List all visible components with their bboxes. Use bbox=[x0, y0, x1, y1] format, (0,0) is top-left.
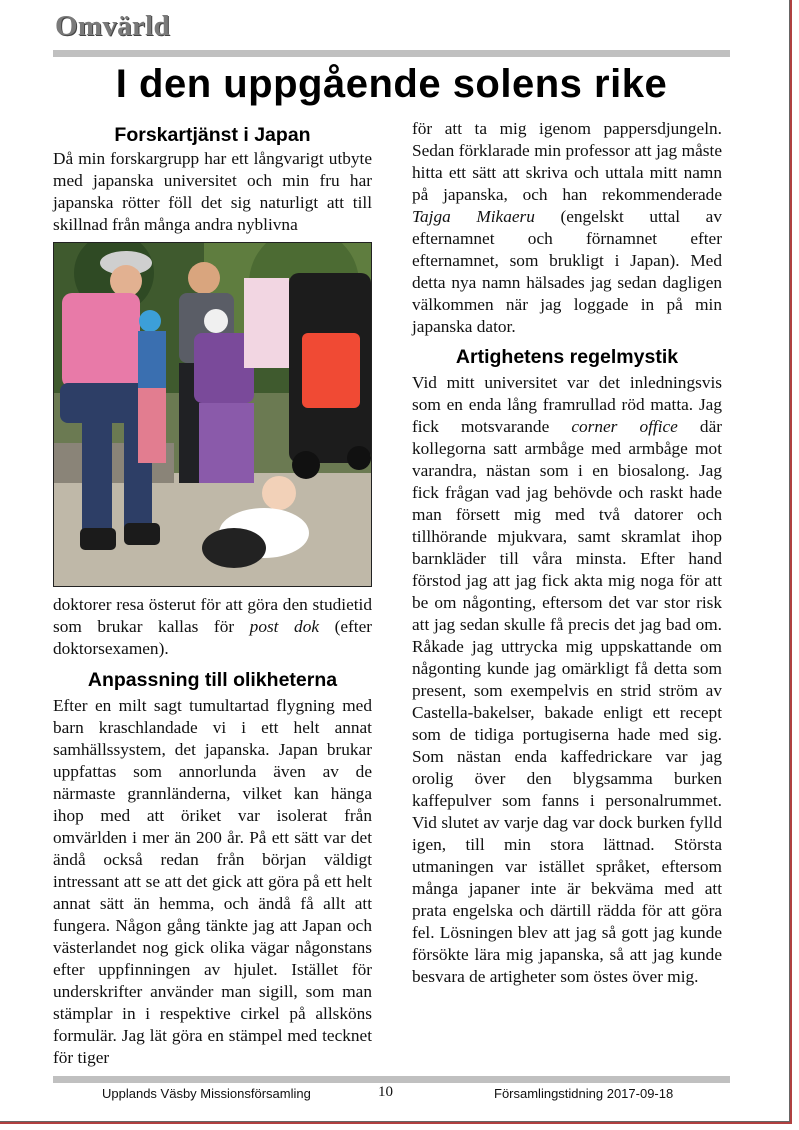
italic-term: post dok bbox=[249, 617, 320, 636]
section-label: Omvärld bbox=[55, 10, 170, 42]
text-span: där kollegorna satt armbåge med armbåge mot varandra, nästan som i en biosalong. Jag fick frågan vad jag behövde och raskt hade man försett mig med två datorer och tillhörande mjukvara, samt skramlat ihop barnkläder till våra minsta. Efter hand förstod jag att jag fick akta mig noga för att be om någonting, eftersom det var stor risk att jag sedan skulle få precis det jag bad om. Råkade jag uttrycka mig uppskattande om någonting kunde jag omärkligt få detta som present, som exempelvis en strid ström av Castella-bakelser, bakade enligt ett recept som de tidiga portugiserna hade med sig. Som nästan enda kaffedrickare var jag orolig över den blygsamma burken kaffepulver som fanns i personalrummet. Vid slutet av varje dag var dock burken fylld igen, till min stora lättnad. Största utmaningen var istället språket, eftersom många japaner inte är bekväma med att prata engelska och därtill rädda för att göra fel. Lösningen blev att jag så gott jag kunde försökte lära mig japanska, så att jag kunde besvara de artigheter som östes över mig. bbox=[412, 417, 722, 986]
top-rule bbox=[53, 50, 730, 57]
text-span: (engelskt uttal av efternamnet och förnamnet efter efternamnet, som brukligt i Japan). Med detta nya namn hälsades jag sedan dagligen välkommen när jag loggade in på min japanska dator. bbox=[412, 207, 722, 336]
paragraph-intro: Då min forskargrupp har ett långvarigt utbyte med japanska universitet och min fru har japanska rötter föll det sig naturligt att till skillnad från många andra nyblivna bbox=[53, 149, 372, 234]
article-headline: I den uppgående solens rike bbox=[115, 62, 668, 106]
italic-name: Tajga Mikaeru bbox=[412, 207, 535, 226]
text-span: för att ta mig igenom pappersdjungeln. Sedan förklarade min professor att jag måste hitta ett sätt att skriva och uttala mitt namn på japanska, och han rekommenderade bbox=[412, 119, 722, 204]
footer-congregation: Upplands Väsby Missionsförsamling bbox=[102, 1086, 311, 1101]
text-span: doktorer resa österut för att göra den studietid som brukar kallas för bbox=[53, 595, 372, 636]
left-column bbox=[53, 122, 372, 1069]
paragraph-politeness bbox=[412, 372, 722, 988]
italic-term: corner office bbox=[571, 417, 678, 436]
right-column bbox=[412, 118, 722, 988]
text-span: Vid mitt universitet var det inledningsvis som en enda lång framrullad röd matta. Jag fick motsvarande bbox=[412, 373, 722, 436]
paragraph-adaptation: Efter en milt sagt tumultartad flygning med barn kraschlandade vi i ett helt annat samhällssystem, det japanska. Japan brukar uppfattas som annorlunda även av de närmaste grannländerna, vilket kan hänga ihop med att öriket var isolerat från omvärlden i mer än 200 år. På ett sätt var det ändå också redan från början väldigt intressant att se att det gick att göra på ett helt annat sätt än hemma, och ändå få allt att fungera. Någon gång tänkte jag att Japan och västerlandet nog gick olika vägar någonstans efter uppfinningen av hjulet. Istället för underskrifter använder man sigill, som man stämplar in i respektive cirkel på allsköns formulär. Jag lät göra en stämpel med tecknet för tiger bbox=[53, 696, 372, 1067]
page-number: 10 bbox=[378, 1084, 393, 1100]
footer-publication: Församlingstidning 2017-09-18 bbox=[494, 1086, 674, 1101]
subheading-adaptation: Anpassning till olikheterna bbox=[87, 669, 338, 691]
bottom-rule bbox=[53, 1076, 730, 1083]
family-photo-icon bbox=[53, 242, 372, 587]
subheading-politeness: Artighetens regelmystik bbox=[455, 346, 679, 368]
subheading-research-post: Forskartjänst i Japan bbox=[114, 124, 311, 146]
text-span: (efter doktorsexamen). bbox=[53, 617, 372, 658]
paragraph-name bbox=[412, 118, 722, 338]
paragraph-postdoc bbox=[53, 594, 372, 660]
